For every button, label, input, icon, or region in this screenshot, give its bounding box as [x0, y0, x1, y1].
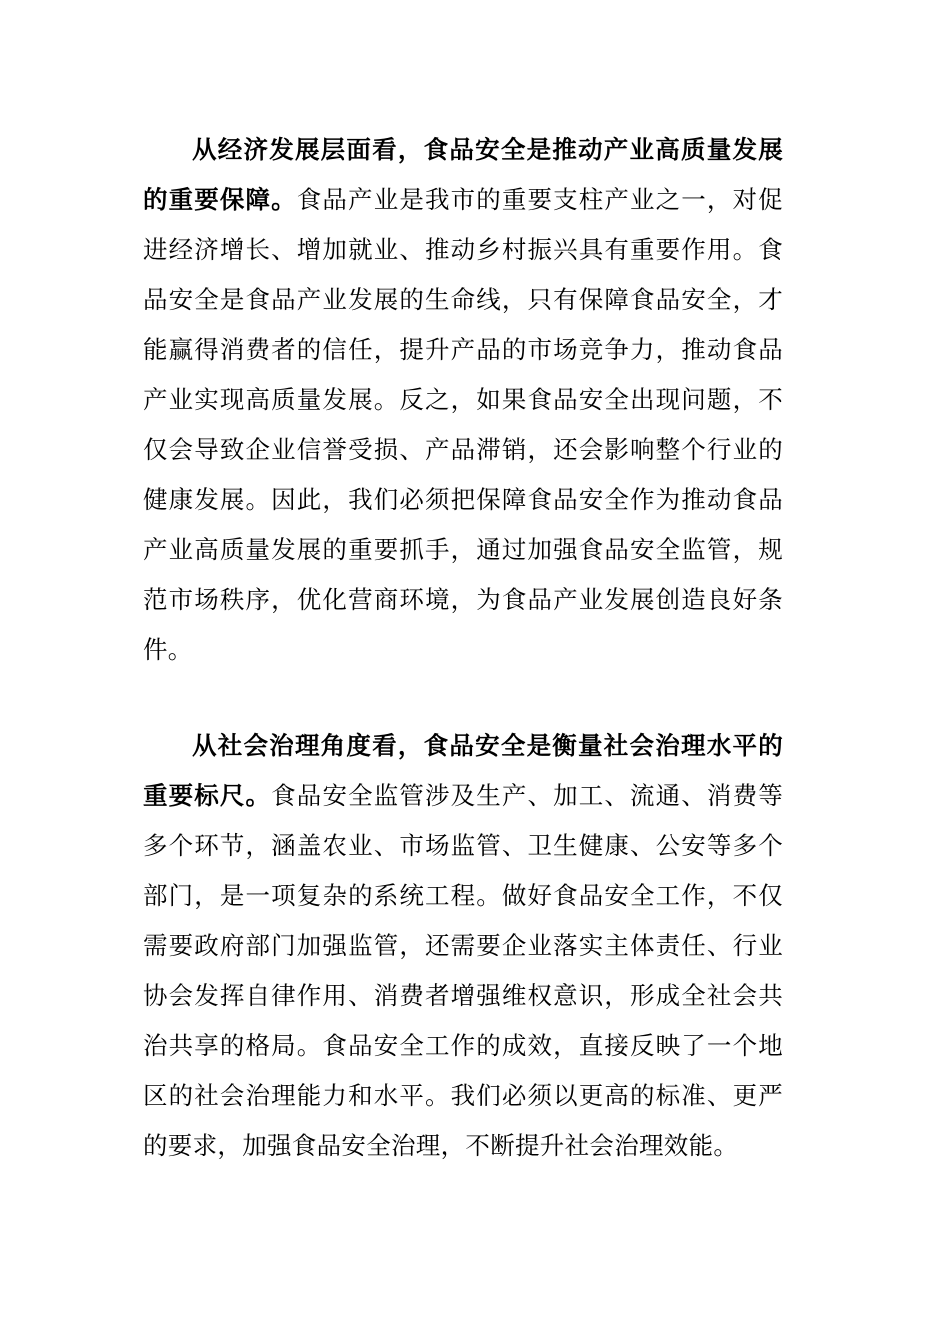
paragraph-text: 食品安全监管涉及生产、加工、流通、消费等多个环节，涵盖农业、市场监管、卫生健康、公安等多个部门，是一项复杂的系统工程。做好食品安全工作，不仅需要政府部门加强监管，还需要企业落实主体责任、行业协会发挥自律作用、消费者增强维权意识，形成全社会共治共享的格局。食品安全工作的成效，直接反映了一个地区的社会治理能力和水平。我们必须以更高的标准、更严的要求，加强食品安全治理，不断提升社会治理效能。 — [143, 781, 784, 1160]
paragraph-lead-bold: 从社会治理角度看，食品安全是衡量社会治理水平的重要标尺。 — [143, 731, 783, 810]
paragraph-economic-development — [143, 125, 783, 675]
paragraph-text: 食品产业是我市的重要支柱产业之一，对促进经济增长、增加就业、推动乡村振兴具有重要作用。食品安全是食品产业发展的生命线，只有保障食品安全，才能赢得消费者的信任，提升产品的市场竞争力，推动食品产业实现高质量发展。反之，如果食品安全出现问题，不仅会导致企业信誉受损、产品滞销，还会影响整个行业的健康发展。因此，我们必须把保障食品安全作为推动食品产业高质量发展的重要抓手，通过加强食品安全监管，规范市场秩序，优化营商环境，为食品产业发展创造良好条件。 — [143, 185, 783, 664]
paragraph-lead-bold: 从经济发展层面看，食品安全是推动产业高质量发展的重要保障。 — [143, 135, 783, 214]
paragraph-social-governance — [143, 721, 783, 1171]
document-body — [143, 125, 783, 1171]
